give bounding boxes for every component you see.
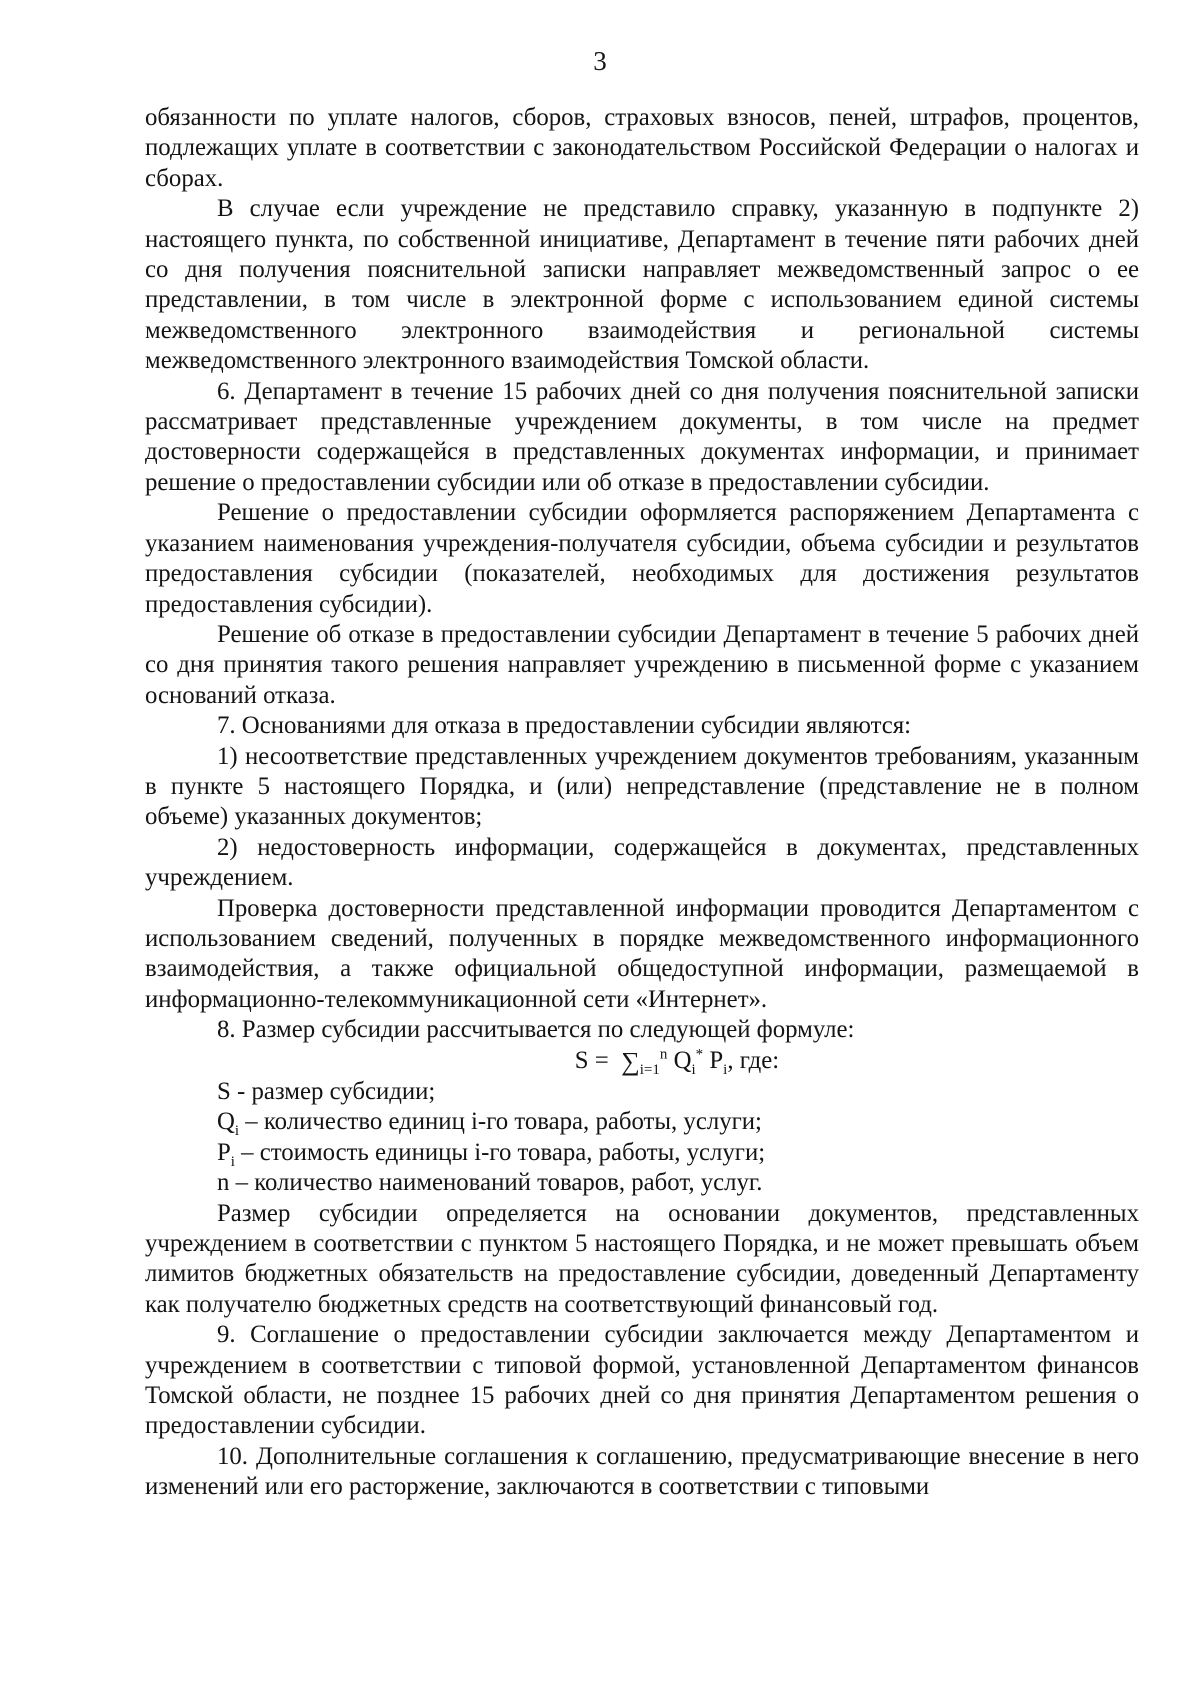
formula-lhs: S = <box>574 1046 609 1074</box>
definition-q-index: i <box>234 1123 240 1140</box>
formula-tail: , где: <box>727 1046 780 1074</box>
paragraph-item-7-2: 2) недостоверность информации, содержащейся в документах, представленных учреждением. <box>145 833 1139 892</box>
paragraph-verification: Проверка достоверности представленной информации проводится Департаментом с использованием сведений, полученных в порядке межведомственного информационного взаимодействия, а также официальной общедоступной информации, размещаемой в информационно-телекоммуникационной сети «Интернет». <box>145 894 1139 1013</box>
paragraph-item-9: 9. Соглашение о предоставлении субсидии заключается между Департаментом и учреждением в соответствии с типовой формой, установленной Департаментом финансов Томской области, не позднее 15 рабочих дней со дня принятия Департаментом решения о предоставлении субсидии. <box>145 1321 1139 1440</box>
formula-p-index: i <box>723 1061 728 1078</box>
paragraph-item-10: 10. Дополнительные соглашения к соглашению, предусматривающие внесение в него изменений или его расторжение, заключаются в соответствии с типовыми <box>145 1442 1139 1501</box>
paragraph-subsidy-amount: Размер субсидии определяется на основании документов, представленных учреждением в соответствии с пунктом 5 настоящего Порядка, и не может превышать объем лимитов бюджетных обязательств на предоставление субсидии, доведенный Департаменту как получателю бюджетных средств на соответствующий финансовый год. <box>145 1199 1139 1318</box>
definition-p <box>145 1138 1139 1168</box>
paragraph-item-7: 7. Основаниями для отказа в предоставлении субсидии являются: <box>217 712 912 740</box>
formula-q: Q <box>673 1046 692 1074</box>
paragraph-grant-decision: Решение о предоставлении субсидии оформляется распоряжением Департамента с указанием наименования учреждения-получателя субсидии, объема субсидии и результатов предоставления субсидии (показателей, необходимых для достижения результатов предоставления субсидии). <box>145 499 1139 618</box>
formula-q-index: i <box>691 1061 696 1078</box>
definition-s: S - размер субсидии; <box>217 1078 436 1105</box>
definition-q-text: – количество единиц i-го товара, работы, услуги; <box>239 1108 762 1136</box>
paragraph-item-6: 6. Департамент в течение 15 рабочих дней со дня получения пояснительной записки рассматривает представленные учреждением документы, в том числе на предмет достоверности содержащейся в представленных документах информации, и принимает решение о предоставлении субсидии или об отказе в предоставлении субсидии. <box>145 377 1139 496</box>
paragraph-taxes-continuation: обязанности по уплате налогов, сборов, страховых взносов, пеней, штрафов, процентов, подлежащих уплате в соответствии с законодательством Российской Федерации о налогах и сборах. <box>145 104 1139 192</box>
page-number: 3 <box>593 46 607 76</box>
paragraph-item-7-1: 1) несоответствие представленных учреждением документов требованиям, указанным в пункте 5 настоящего Порядка, и (или) непредставление (представление не в полном объеме) указанных документов; <box>145 742 1139 831</box>
formula-times: * <box>695 1046 704 1063</box>
paragraph-refusal-decision: Решение об отказе в предоставлении субсидии Департамент в течение 5 рабочих дней со дня принятия такого решения направляет учреждению в письменной форме с указанием оснований отказа. <box>145 620 1139 709</box>
definition-p-index: i <box>230 1153 235 1170</box>
sigma-lower-limit: i=1 <box>639 1061 660 1078</box>
definition-q <box>145 1107 1139 1140</box>
paragraph-interagency-request: В случае если учреждение не представило справку, указанную в подпункте 2) настоящего пункта, по собственной инициативе, Департамент в течение пяти рабочих дней со дня получения пояснительной записки направляет межведомственный запрос о ее представлении, в том числе в электронной форме с использованием единой системы межведомственного электронного взаимодействия и региональной системы межведомственного электронного взаимодействия Томской области. <box>145 195 1139 375</box>
definition-q-symbol: Q <box>217 1108 235 1136</box>
paragraph-item-8: 8. Размер субсидии рассчитывается по следующей формуле: <box>217 1016 855 1044</box>
formula-p: P <box>709 1046 724 1074</box>
definition-p-symbol: P <box>217 1138 231 1166</box>
sigma-upper-limit: n <box>659 1046 668 1063</box>
document-body <box>145 103 1139 1503</box>
definition-p-text: – стоимость единицы i-го товара, работы, услуги; <box>234 1138 766 1166</box>
sigma-symbol: ∑ <box>621 1046 640 1076</box>
definition-n: n – количество наименований товаров, работ, услуг. <box>217 1169 763 1197</box>
subsidy-formula <box>145 1046 1139 1077</box>
